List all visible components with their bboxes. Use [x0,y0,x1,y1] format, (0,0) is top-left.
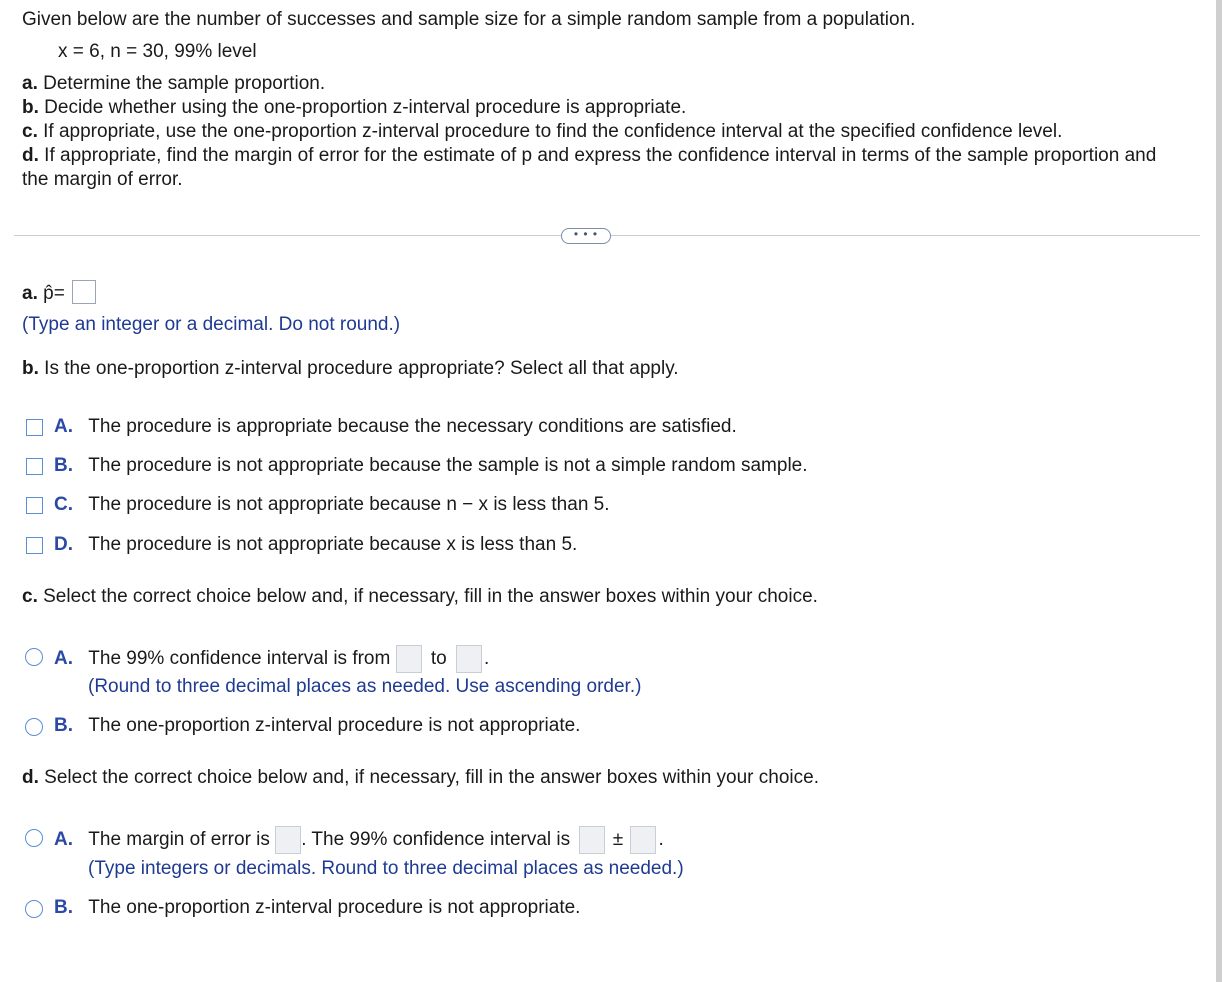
scrollbar-track[interactable] [1216,0,1222,982]
problem-part-a [22,73,325,95]
option-letter: A. [54,829,73,851]
option-letter: B. [54,455,73,476]
option-letter: D. [54,534,73,555]
sample-proportion-input[interactable] [579,826,605,854]
interval-lower-input[interactable] [396,645,422,673]
part-d-question [22,767,819,789]
option-letter: C. [54,494,73,515]
part-a-label: a. [22,283,38,304]
problem-part-d [22,145,1156,167]
option-text: The one-proportion z-interval procedure is not appropriate. [88,897,581,918]
part-label: d. [22,145,39,166]
option-letter: A. [54,416,73,437]
p-hat-input[interactable] [72,280,96,304]
part-label: b. [22,97,39,118]
part-d-label: d. [22,767,39,788]
part-c-question-text: Select the correct choice below and, if necessary, fill in the answer boxes within your choice. [37,586,818,607]
part-text: Decide whether using the one-proportion z-interval procedure is appropriate. [38,97,687,118]
part-b-option-d[interactable] [54,534,577,556]
option-text-mid: . The 99% confidence interval is [301,829,571,851]
period: . [484,648,490,670]
part-b-question [22,358,679,380]
radio-c-option-a[interactable] [25,648,43,666]
part-d-hint: (Type integers or decimals. Round to three decimal places as needed.) [88,858,684,879]
margin-input[interactable] [630,826,656,854]
checkbox-option-b[interactable] [26,458,43,475]
problem-intro: Given below are the number of successes and sample size for a simple random sample from a population. [22,9,916,30]
problem-part-c [22,121,1062,143]
part-d-question-text: Select the correct choice below and, if necessary, fill in the answer boxes within your choice. [38,767,819,788]
part-b-label: b. [22,358,39,379]
equals-sign: = [53,283,65,304]
option-letter: B. [54,715,73,736]
radio-d-option-a[interactable] [25,829,43,847]
scrollbar-thumb[interactable] [1216,0,1222,982]
part-text: If appropriate, use the one-proportion z-interval procedure to find the confidence interval at the specified confidence level. [37,121,1063,142]
period: . [658,829,664,851]
option-text: The procedure is not appropriate because the sample is not a simple random sample. [88,455,808,476]
problem-part-b [22,97,686,119]
plus-minus-sign: ± [612,829,624,851]
part-label: c. [22,121,38,142]
option-text: The 99% confidence interval is from [88,648,391,670]
part-label: a. [22,73,38,94]
part-c-option-b[interactable] [54,715,580,737]
expand-button[interactable]: • • • [561,228,611,244]
checkbox-option-d[interactable] [26,537,43,554]
p-hat-symbol: p̂ [43,283,54,304]
part-b-option-a[interactable] [54,416,737,438]
part-d-option-b[interactable] [54,897,580,919]
part-a-answer-row [22,283,96,305]
option-text: The margin of error is [88,829,270,851]
radio-d-option-b[interactable] [25,900,43,918]
checkbox-option-c[interactable] [26,497,43,514]
option-text: The one-proportion z-interval procedure is not appropriate. [88,715,581,736]
option-letter: A. [54,648,73,670]
part-c-question [22,586,818,608]
checkbox-option-a[interactable] [26,419,43,436]
part-text: the margin of error. [22,169,183,190]
part-b-option-b[interactable] [54,455,808,477]
margin-of-error-input[interactable] [275,826,301,854]
problem-part-d-cont [22,169,183,191]
part-b-question-text: Is the one-proportion z-interval procedure appropriate? Select all that apply. [38,358,679,379]
part-d-option-a[interactable] [54,826,664,854]
part-a-hint: (Type an integer or a decimal. Do not round.) [22,314,401,335]
to-text: to [430,648,447,670]
option-text: The procedure is not appropriate because x is less than 5. [88,534,578,555]
option-text: The procedure is appropriate because the necessary conditions are satisfied. [88,416,737,437]
part-b-option-c[interactable] [54,494,610,516]
interval-upper-input[interactable] [456,645,482,673]
problem-given: x = 6, n = 30, 99% level [58,41,257,62]
option-text: The procedure is not appropriate because n − x is less than 5. [88,494,610,515]
part-text: If appropriate, find the margin of error for the estimate of p and express the confidence interval in terms of the sample proportion and [38,145,1157,166]
part-text: Determine the sample proportion. [37,73,326,94]
part-c-label: c. [22,586,38,607]
radio-c-option-b[interactable] [25,718,43,736]
option-letter: B. [54,897,73,918]
part-c-hint: (Round to three decimal places as needed. Use ascending order.) [88,676,642,697]
part-c-option-a[interactable] [54,645,489,673]
